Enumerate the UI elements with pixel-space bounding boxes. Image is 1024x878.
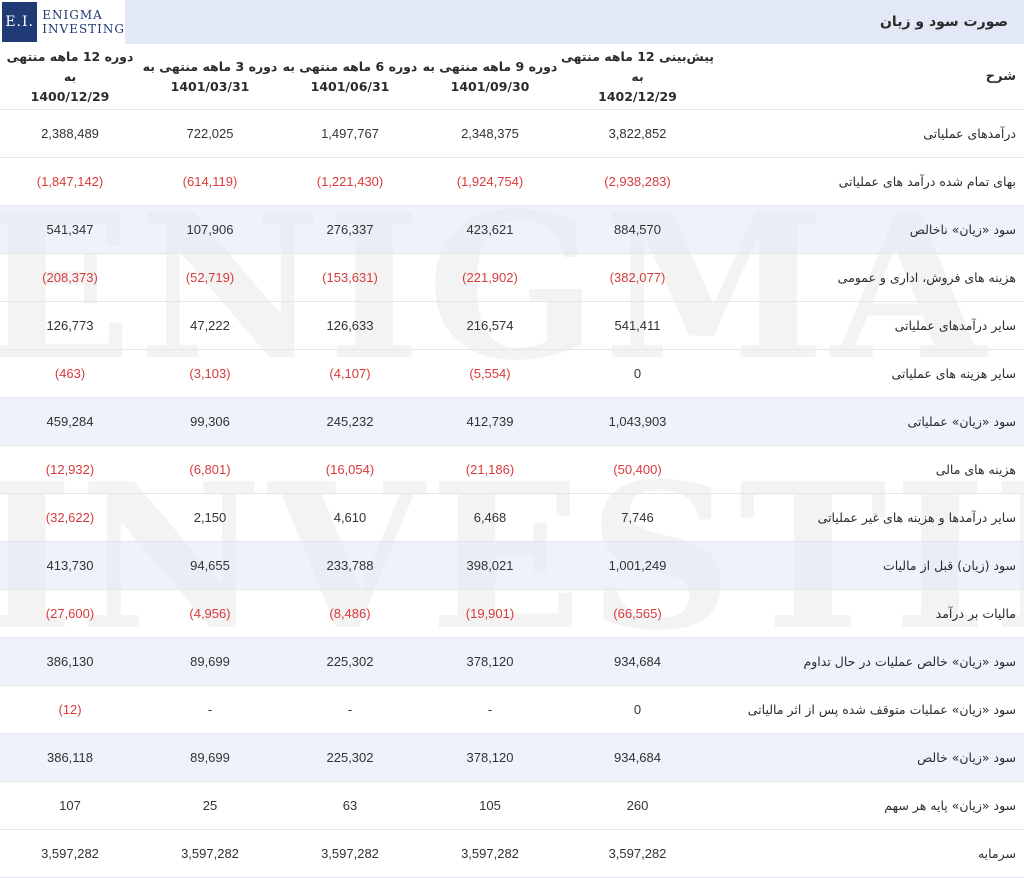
row-label: سود «زیان» عملیات متوقف شده پس از اثر مالیاتی — [715, 686, 1024, 734]
value-cell: 1,497,767 — [280, 110, 420, 158]
value-cell: 3,822,852 — [560, 110, 715, 158]
column-header — [140, 44, 280, 110]
column-period: پیش‌بینی 12 ماهه منتهی به — [561, 48, 715, 84]
value-cell: 276,337 — [280, 206, 420, 254]
logo-mark: E.I. — [2, 2, 37, 42]
table-row — [0, 686, 1024, 734]
value-cell: (66,565) — [560, 590, 715, 638]
value-cell: 1,001,249 — [560, 542, 715, 590]
row-label: سود «زیان» خالص عملیات در حال تداوم — [715, 638, 1024, 686]
table-row — [0, 734, 1024, 782]
value-cell: (16,054) — [280, 446, 420, 494]
value-cell: 105 — [420, 782, 560, 830]
column-date: 1400/12/29 — [30, 88, 110, 104]
value-cell: (8,486) — [280, 590, 420, 638]
row-label: سود «زیان» عملیاتی — [715, 398, 1024, 446]
page-title: صورت سود و زیان — [879, 14, 1008, 30]
value-cell: (27,600) — [0, 590, 140, 638]
value-cell: 3,597,282 — [140, 830, 280, 878]
value-cell: 4,610 — [280, 494, 420, 542]
row-label: هزینه های مالی — [715, 446, 1024, 494]
value-cell: (221,902) — [420, 254, 560, 302]
column-date: 1401/09/30 — [450, 78, 530, 94]
value-cell: (6,801) — [140, 446, 280, 494]
value-cell: 541,347 — [0, 206, 140, 254]
table-row — [0, 830, 1024, 878]
value-cell: 3,597,282 — [420, 830, 560, 878]
value-cell: 386,130 — [0, 638, 140, 686]
value-cell: 3,597,282 — [280, 830, 420, 878]
row-label: سود (زیان) قبل از مالیات — [715, 542, 1024, 590]
row-label: مالیات بر درآمد — [715, 590, 1024, 638]
value-cell: 722,025 — [140, 110, 280, 158]
value-cell: 99,306 — [140, 398, 280, 446]
value-cell: (4,956) — [140, 590, 280, 638]
column-header — [420, 44, 560, 110]
value-cell: 3,597,282 — [0, 830, 140, 878]
value-cell: 413,730 — [0, 542, 140, 590]
value-cell: 3,597,282 — [560, 830, 715, 878]
logo — [0, 0, 125, 44]
value-cell: 934,684 — [560, 734, 715, 782]
value-cell: 398,021 — [420, 542, 560, 590]
column-date: 1401/06/31 — [310, 78, 390, 94]
value-cell: 386,118 — [0, 734, 140, 782]
table-row — [0, 494, 1024, 542]
row-label: بهای تمام شده درآمد های عملیاتی — [715, 158, 1024, 206]
value-cell: 225,302 — [280, 638, 420, 686]
value-cell: 89,699 — [140, 638, 280, 686]
value-cell: (614,119) — [140, 158, 280, 206]
value-cell: 7,746 — [560, 494, 715, 542]
value-cell: 378,120 — [420, 734, 560, 782]
column-header — [560, 44, 715, 110]
value-cell: 0 — [560, 686, 715, 734]
row-label: سود «زیان» ناخالص — [715, 206, 1024, 254]
value-cell: 2,388,489 — [0, 110, 140, 158]
value-cell: - — [140, 686, 280, 734]
value-cell: (12,932) — [0, 446, 140, 494]
value-cell: (50,400) — [560, 446, 715, 494]
value-cell: 225,302 — [280, 734, 420, 782]
value-cell: 107,906 — [140, 206, 280, 254]
value-cell: 1,043,903 — [560, 398, 715, 446]
row-label: سود «زیان» خالص — [715, 734, 1024, 782]
value-cell: (153,631) — [280, 254, 420, 302]
column-date: 1402/12/29 — [598, 88, 677, 104]
value-cell: (32,622) — [0, 494, 140, 542]
value-cell: (5,554) — [420, 350, 560, 398]
value-cell: 934,684 — [560, 638, 715, 686]
row-label: سایر درآمدها و هزینه های غیر عملیاتی — [715, 494, 1024, 542]
value-cell: 541,411 — [560, 302, 715, 350]
column-date: 1401/03/31 — [170, 78, 250, 94]
value-cell: 2,150 — [140, 494, 280, 542]
label-column-header: شرح — [715, 44, 1024, 110]
column-period: دوره 3 ماهه منتهی به — [142, 58, 278, 74]
row-label: سرمایه — [715, 830, 1024, 878]
column-period: دوره 6 ماهه منتهی به — [282, 58, 418, 74]
value-cell: (1,847,142) — [0, 158, 140, 206]
value-cell: (1,924,754) — [420, 158, 560, 206]
value-cell: 459,284 — [0, 398, 140, 446]
value-cell: (4,107) — [280, 350, 420, 398]
table-header-row — [0, 44, 1024, 110]
column-period: دوره 9 ماهه منتهی به — [422, 58, 558, 74]
value-cell: 378,120 — [420, 638, 560, 686]
table-row — [0, 542, 1024, 590]
value-cell: - — [420, 686, 560, 734]
value-cell: (463) — [0, 350, 140, 398]
row-label: سود «زیان» پایه هر سهم — [715, 782, 1024, 830]
value-cell: (21,186) — [420, 446, 560, 494]
value-cell: 0 — [560, 350, 715, 398]
value-cell: (382,077) — [560, 254, 715, 302]
table-row — [0, 110, 1024, 158]
value-cell: (208,373) — [0, 254, 140, 302]
row-label: سایر درآمدهای عملیاتی — [715, 302, 1024, 350]
value-cell: 245,232 — [280, 398, 420, 446]
value-cell: (19,901) — [420, 590, 560, 638]
value-cell: (2,938,283) — [560, 158, 715, 206]
table-row — [0, 590, 1024, 638]
table-row — [0, 302, 1024, 350]
value-cell: 233,788 — [280, 542, 420, 590]
value-cell: (1,221,430) — [280, 158, 420, 206]
value-cell: - — [280, 686, 420, 734]
value-cell: 884,570 — [560, 206, 715, 254]
value-cell: 260 — [560, 782, 715, 830]
header-bar — [0, 0, 1024, 44]
table-body — [0, 110, 1024, 878]
value-cell: 6,468 — [420, 494, 560, 542]
table-row — [0, 350, 1024, 398]
table-row — [0, 254, 1024, 302]
income-statement-table — [0, 44, 1024, 878]
row-label: سایر هزینه های عملیاتی — [715, 350, 1024, 398]
value-cell: (52,719) — [140, 254, 280, 302]
column-header — [280, 44, 420, 110]
value-cell: 216,574 — [420, 302, 560, 350]
value-cell: 107 — [0, 782, 140, 830]
value-cell: 2,348,375 — [420, 110, 560, 158]
value-cell: (3,103) — [140, 350, 280, 398]
row-label: هزینه های فروش، اداری و عمومی — [715, 254, 1024, 302]
value-cell: 47,222 — [140, 302, 280, 350]
logo-text: ENIGMA INVESTING — [42, 8, 125, 36]
table-row — [0, 158, 1024, 206]
table-row — [0, 638, 1024, 686]
table-row — [0, 206, 1024, 254]
table-row — [0, 398, 1024, 446]
table-row — [0, 446, 1024, 494]
value-cell: 89,699 — [140, 734, 280, 782]
value-cell: 94,655 — [140, 542, 280, 590]
value-cell: 423,621 — [420, 206, 560, 254]
column-header — [0, 44, 140, 110]
row-label: درآمدهای عملیاتی — [715, 110, 1024, 158]
table-row — [0, 782, 1024, 830]
value-cell: 126,633 — [280, 302, 420, 350]
column-period: دوره 12 ماهه منتهی به — [6, 48, 134, 84]
value-cell: 126,773 — [0, 302, 140, 350]
value-cell: 63 — [280, 782, 420, 830]
value-cell: 25 — [140, 782, 280, 830]
value-cell: (12) — [0, 686, 140, 734]
value-cell: 412,739 — [420, 398, 560, 446]
